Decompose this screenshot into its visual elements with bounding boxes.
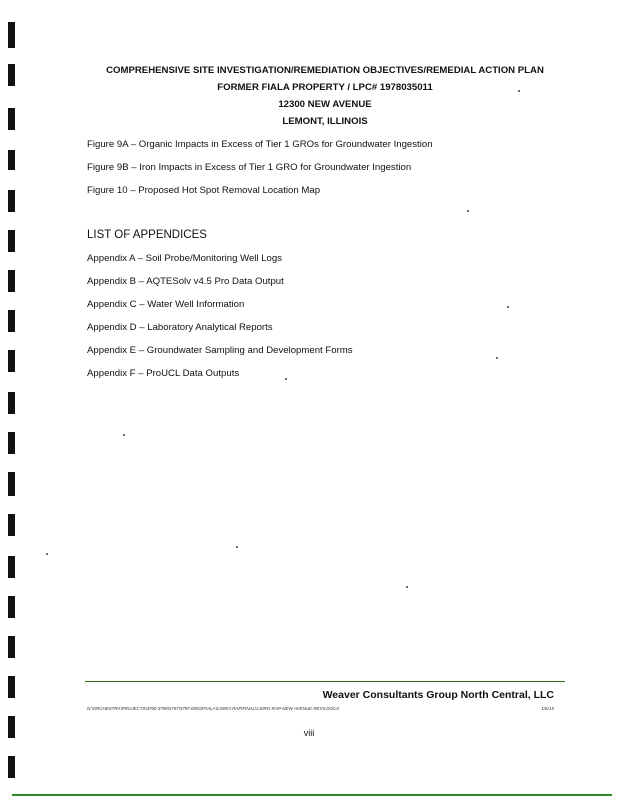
scan-speck: [507, 306, 509, 308]
scan-speck: [236, 546, 238, 548]
punch-mark: [8, 64, 15, 86]
scan-speck: [467, 210, 469, 212]
page-bottom-border: [12, 794, 612, 796]
punch-mark: [8, 392, 15, 414]
header-title: COMPREHENSIVE SITE INVESTIGATION/REMEDIATION OBJECTIVES/REMEDIAL ACTION PLAN: [106, 65, 544, 76]
figure-item: Figure 10 – Proposed Hot Spot Removal Location Map: [87, 185, 321, 196]
punch-mark: [8, 190, 15, 212]
document-header: [60, 62, 590, 130]
header-address: 12300 NEW AVENUE: [278, 99, 372, 110]
punch-mark: [8, 432, 15, 454]
punch-mark: [8, 270, 15, 292]
footer-file-path: N:\ORCHESTRA\PROJECTS\3700-3799\3797\3797-005\2\FIALA\CSIRO-RAP\FINAL\CSIRO-RAP-NEW-AVENUE-REV0.DOCX: [87, 706, 340, 711]
footer-company: Weaver Consultants Group North Central, LLC: [322, 689, 554, 701]
appendix-item: Appendix F – ProUCL Data Outputs: [87, 368, 240, 379]
appendices-heading: LIST OF APPENDICES: [87, 229, 207, 241]
punch-mark: [8, 514, 15, 536]
scan-speck: [285, 378, 287, 380]
appendix-item: Appendix A – Soil Probe/Monitoring Well Logs: [87, 253, 283, 264]
punch-mark: [8, 636, 15, 658]
scan-speck: [123, 434, 125, 436]
figure-item: Figure 9B – Iron Impacts in Excess of Tier 1 GRO for Groundwater Ingestion: [87, 162, 412, 173]
page-number: viii: [303, 728, 315, 738]
punch-mark: [8, 310, 15, 332]
punch-mark: [8, 472, 15, 496]
punch-mark: [8, 230, 15, 252]
figure-item: Figure 9A – Organic Impacts in Excess of Tier 1 GROs for Groundwater Ingestion: [87, 139, 433, 150]
scan-speck: [46, 553, 48, 555]
punch-mark: [8, 596, 15, 618]
scan-speck: [496, 357, 498, 359]
appendix-item: Appendix B – AQTESolv v4.5 Pro Data Output: [87, 276, 284, 287]
punch-mark: [8, 22, 15, 48]
footer-date: 1/6/15: [541, 706, 554, 711]
punch-mark: [8, 756, 15, 778]
punch-mark: [8, 350, 15, 372]
appendix-item: Appendix D – Laboratory Analytical Reports: [87, 322, 273, 333]
appendix-item: Appendix E – Groundwater Sampling and Development Forms: [87, 345, 353, 356]
punch-mark: [8, 108, 15, 130]
scan-speck: [406, 586, 408, 588]
punch-mark: [8, 676, 15, 698]
punch-mark: [8, 150, 15, 170]
appendix-item: Appendix C – Water Well Information: [87, 299, 245, 310]
punch-mark: [8, 556, 15, 578]
header-property: FORMER FIALA PROPERTY / LPC# 1978035011: [217, 82, 433, 93]
footer-rule: [85, 681, 565, 682]
header-city: LEMONT, ILLINOIS: [282, 116, 368, 127]
